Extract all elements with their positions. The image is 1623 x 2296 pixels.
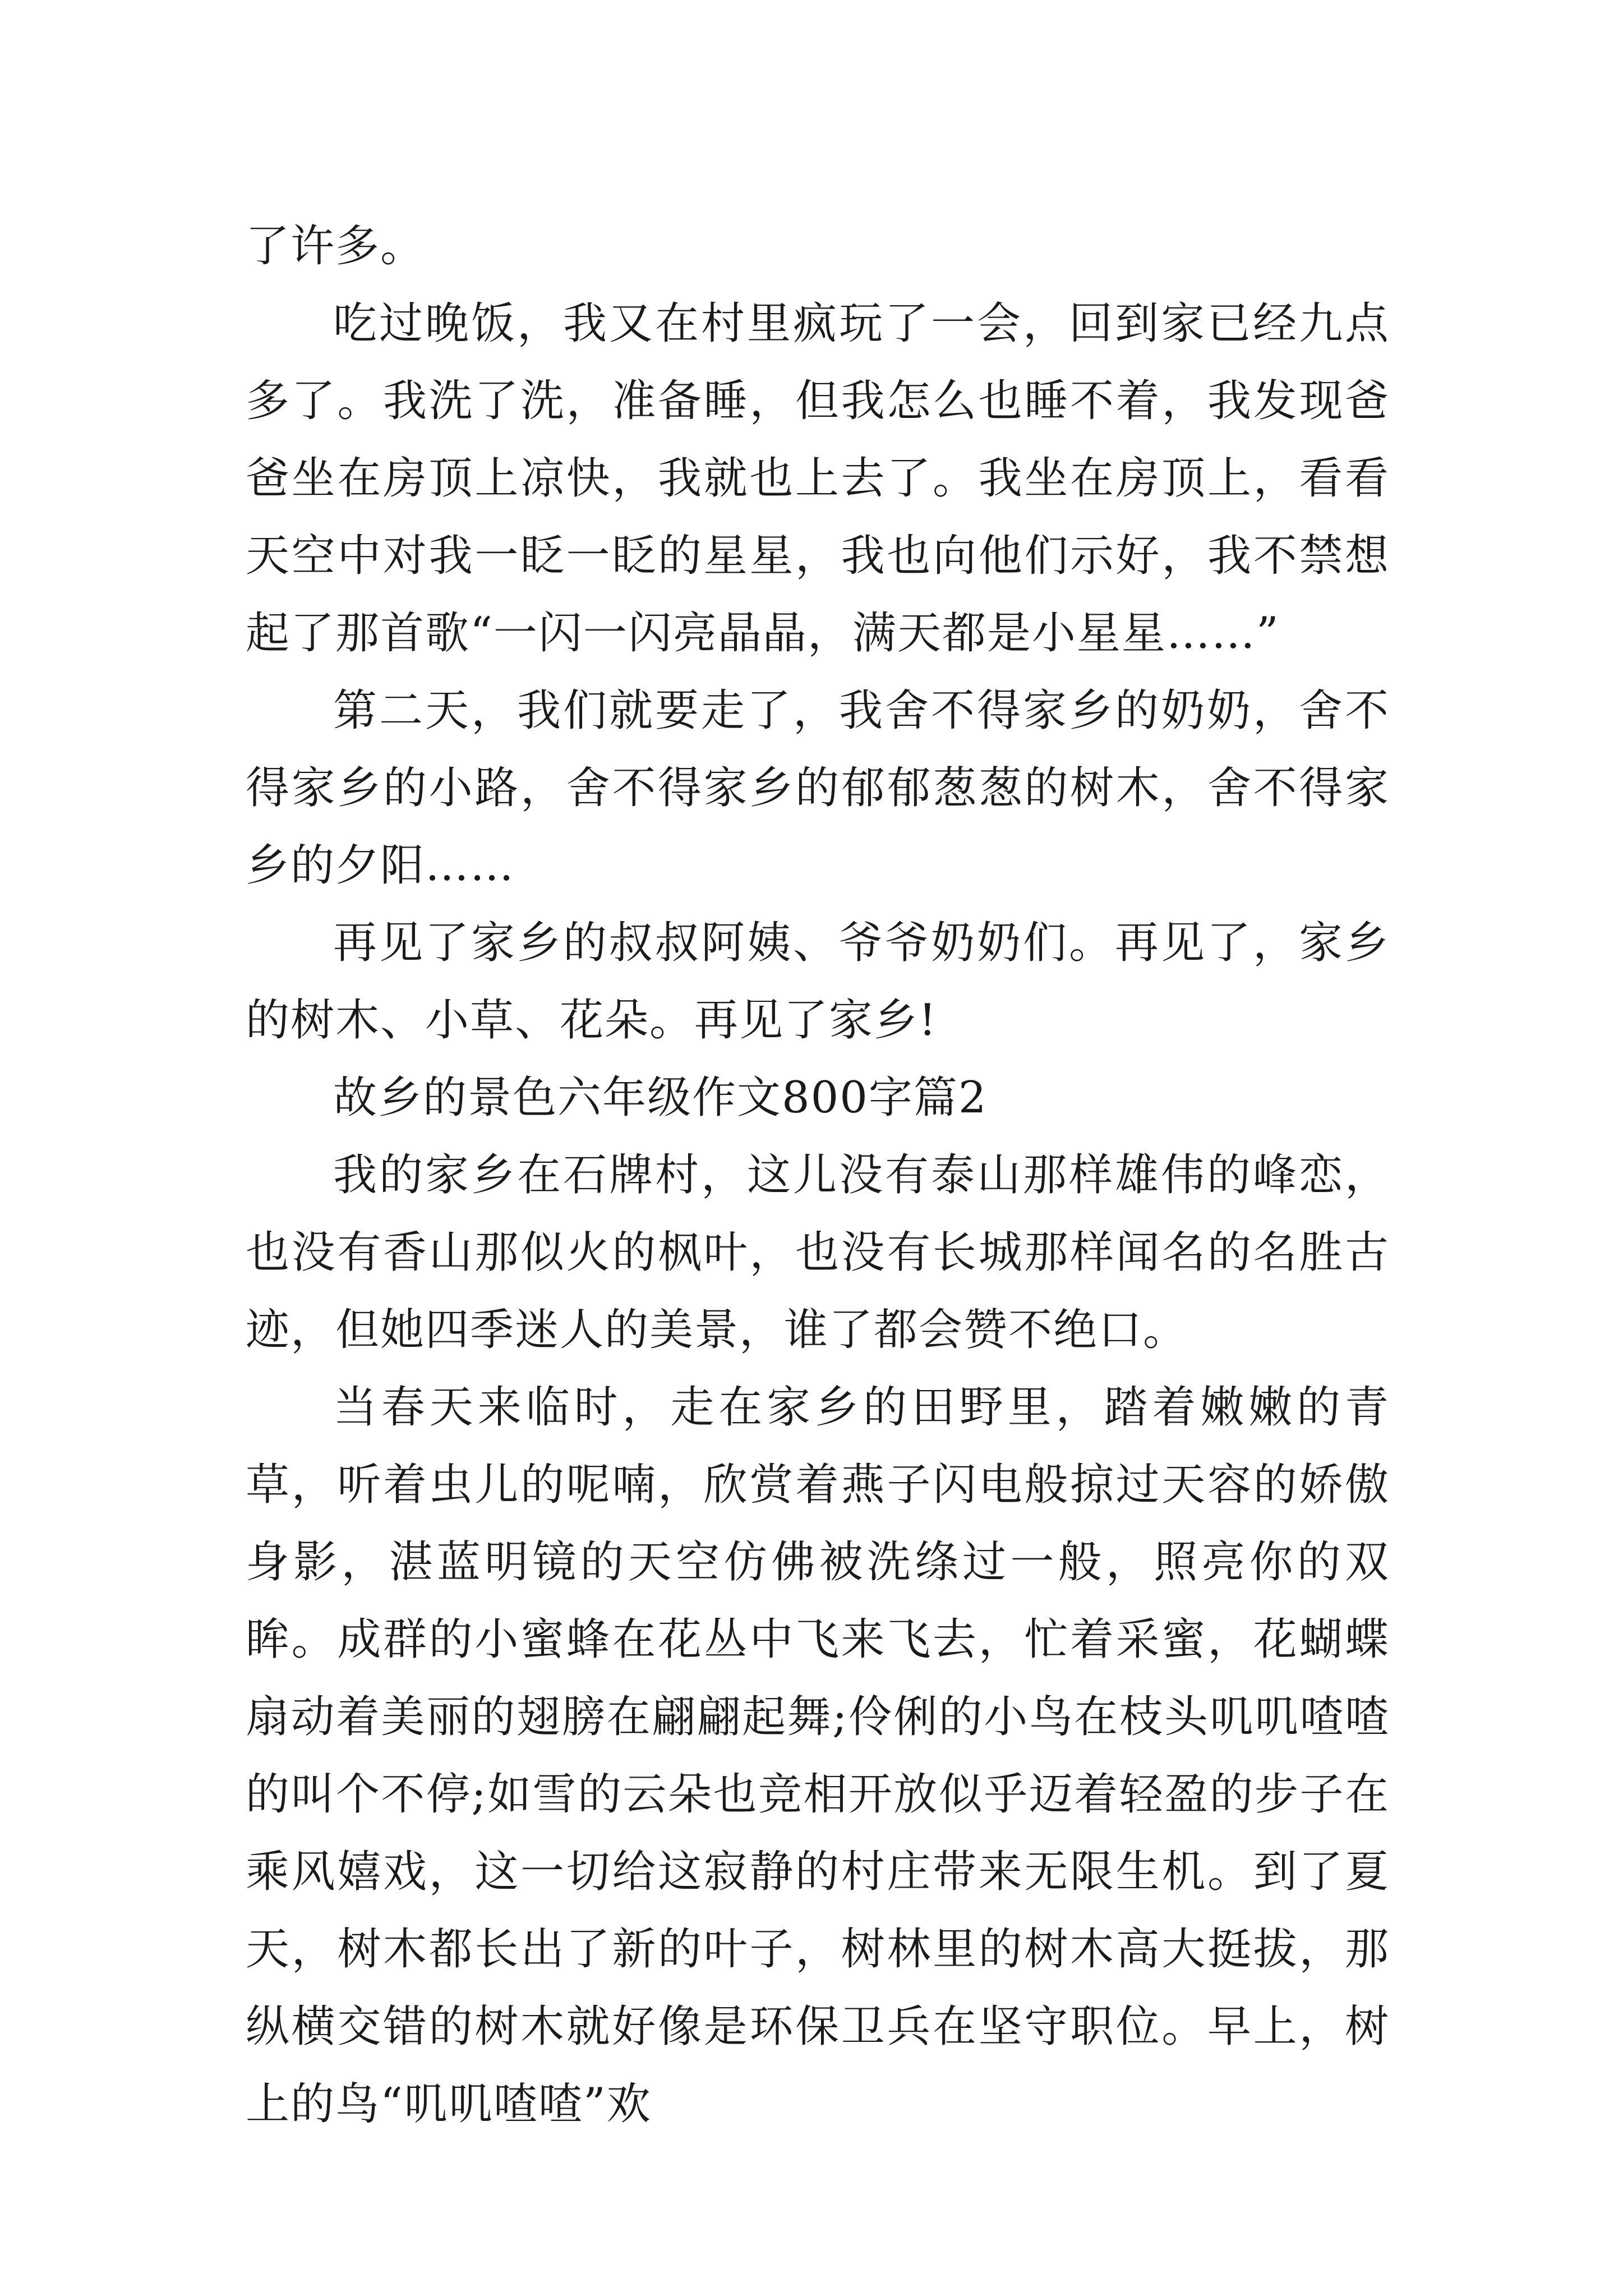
paragraph-5: 我的家乡在石牌村，这儿没有泰山那样雄伟的峰恋，也没有香山那似火的枫叶，也没有长城那样闻名的名胜古迹，但她四季迷人的美景，谁了都会赞不绝口。 [246,1150,1390,1355]
article-body [246,208,1390,2143]
section-heading: 故乡的景色六年级作文800字篇2 [333,1073,988,1123]
paragraph-6: 当春天来临时，走在家乡的田野里，踏着嫩嫩的青草，听着虫儿的呢喃，欣赏着燕子闪电般掠过天容的娇傲身影，湛蓝明镜的天空仿佛被洗绦过一般，照亮你的双眸。成群的小蜜蜂在花丛中飞来飞去，忙着采蜜，花蝴蝶扇动着美丽的翅膀在翩翩起舞;伶俐的小鸟在枝头叽叽喳喳的叫个不停;如雪的云朵也竞相开放似乎迈着轻盈的步子在乘风嬉戏，这一切给这寂静的村庄带来无限生机。到了夏天，树木都长出了新的叶子，树林里的树木高大挺拔，那纵横交错的树木就好像是环保卫兵在坚守职位。早上，树上的鸟“叽叽喳喳”欢 [246,1382,1390,2129]
paragraph-1: 了许多。 [246,221,426,272]
paragraph-3: 第二天，我们就要走了，我舍不得家乡的奶奶，舍不得家乡的小路，舍不得家乡的郁郁葱葱的树木，舍不得家乡的夕阳…… [246,685,1390,891]
paragraph-4: 再见了家乡的叔叔阿姨、爷爷奶奶们。再见了，家乡的树木、小草、花朵。再见了家乡! [246,918,1390,1046]
paragraph-2: 吃过晚饭，我又在村里疯玩了一会，回到家已经九点多了。我洗了洗，准备睡，但我怎么也睡不着，我发现爸爸坐在房顶上凉快，我就也上去了。我坐在房顶上，看看天空中对我一眨一眨的星星，我也向他们示好，我不禁想起了那首歌“一闪一闪亮晶晶，满天都是小星星……” [246,298,1390,659]
